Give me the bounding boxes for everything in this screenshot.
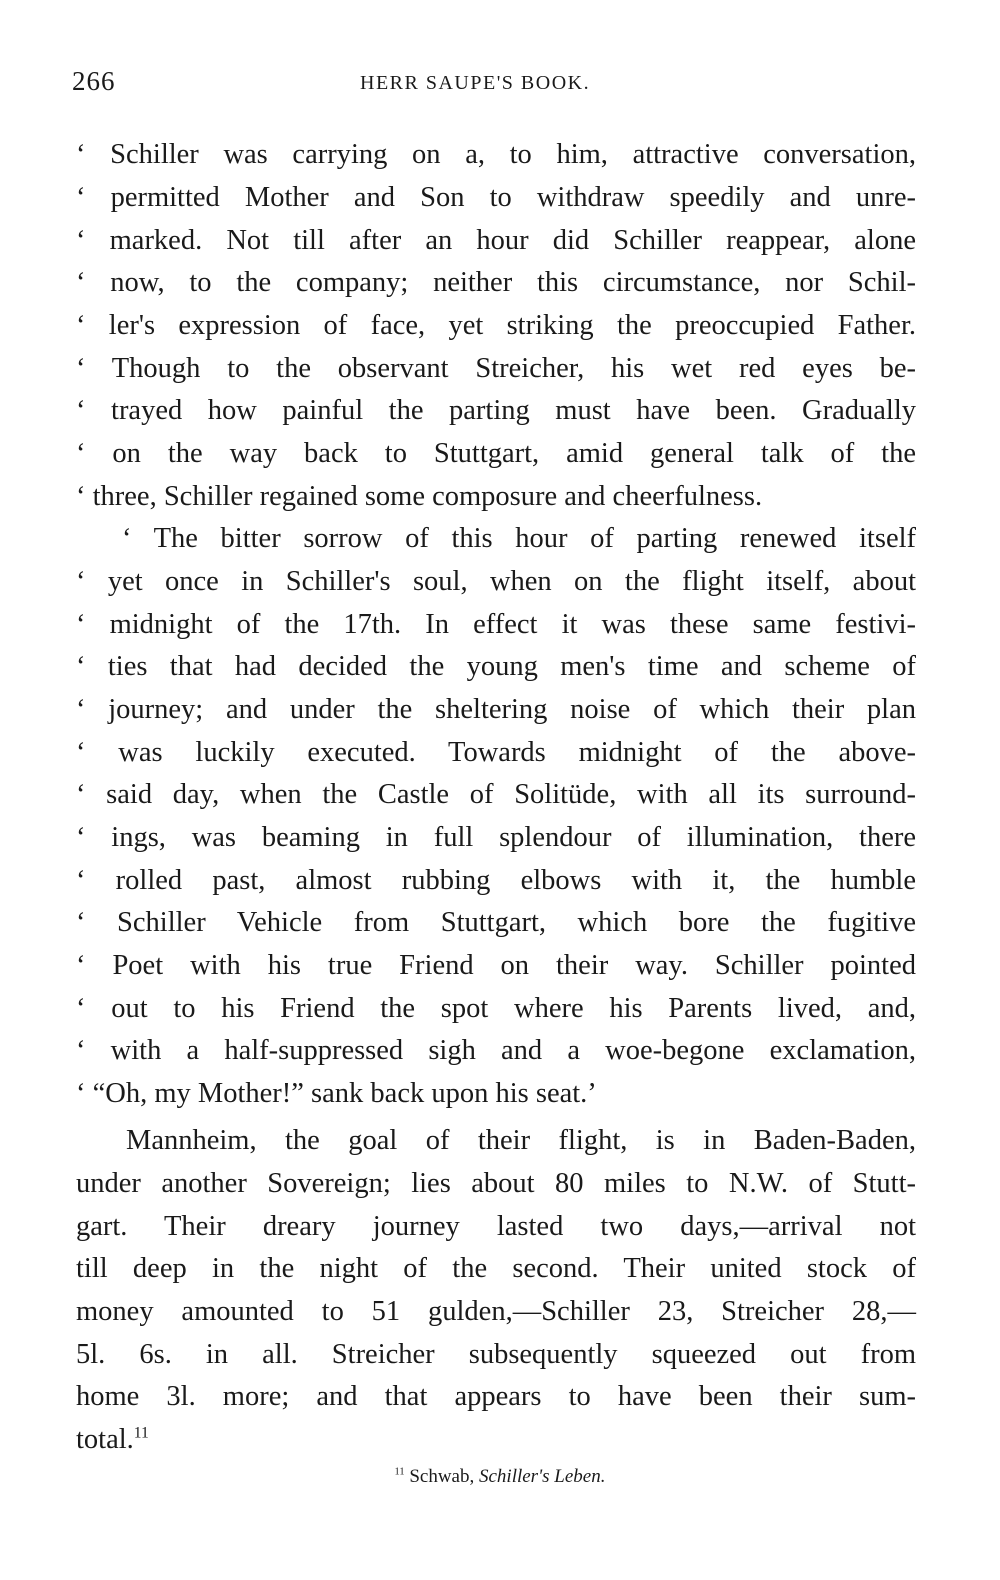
text-line: under another Sovereign; lies about 80 miles to N.W. of Stutt- [76,1168,916,1199]
text-line: ‘ out to his Friend the spot where his Parents lived, and, [76,993,916,1024]
text-line: ‘ ties that had decided the young men's time and scheme of [76,651,916,682]
text-line: ‘ journey; and under the sheltering noise of which their plan [76,694,916,725]
text-line: ‘ ler's expression of face, yet striking the preoccupied Father. [76,310,916,341]
text-line: ‘ marked. Not till after an hour did Schiller reappear, alone [76,225,916,256]
text-line: Mannheim, the goal of their flight, is in Baden-Baden, [126,1125,916,1156]
text-line: total. [76,1424,134,1455]
text-line: ‘ trayed how painful the parting must have been. Gradually [76,395,916,426]
text-line: ‘ now, to the company; neither this circumstance, nor Schil- [76,267,916,298]
text-line: ‘ midnight of the 17th. In effect it was these same festivi- [76,609,916,640]
text-line: ‘ with a half-suppressed sigh and a woe-begone exclamation, [76,1035,916,1066]
text-line-last [76,1419,916,1461]
footnote-author: Schwab, [409,1466,475,1487]
text-line: ‘ The bitter sorrow of this hour of parting renewed itself [122,523,916,554]
text-line: ‘ three, Schiller regained some composure and cheerfulness. [76,481,763,512]
text-line: ‘ ings, was beaming in full splendour of illumination, there [76,822,916,853]
text-line: ‘ Poet with his true Friend on their way. Schiller pointed [76,950,916,981]
text-line: money amounted to 51 gulden,—Schiller 23, Streicher 28,— [76,1296,916,1327]
text-line: gart. Their dreary journey lasted two days,—arrival not [76,1211,916,1242]
text-line: ‘ was luckily executed. Towards midnight of the above- [76,737,916,768]
text-line: ‘ said day, when the Castle of Solitüde, with all its surround- [76,779,916,810]
running-title: HERR SAUPE'S BOOK. [360,72,591,94]
footnote-number: 11 [394,1466,405,1478]
footnote-reference: 11 [133,1424,149,1442]
text-line: till deep in the night of the second. Their united stock of [76,1253,916,1284]
page-header [72,66,930,106]
text-line: home 3l. more; and that appears to have been their sum- [76,1381,916,1412]
text-line: ‘ permitted Mother and Son to withdraw speedily and unre- [76,182,916,213]
footnote [0,1466,1000,1488]
text-line: 5l. 6s. in all. Streicher subsequently squeezed out from [76,1339,916,1370]
page-number: 266 [72,66,116,96]
text-line: ‘ on the way back to Stuttgart, amid general talk of the [76,438,916,469]
text-line: ‘ rolled past, almost rubbing elbows with it, the humble [76,865,916,896]
text-line: ‘ Schiller was carrying on a, to him, attractive conversation, [76,139,916,170]
text-line: ‘ Though to the observant Streicher, his wet red eyes be- [76,353,916,384]
footnote-title: Schiller's Leben. [478,1466,606,1487]
text-line: ‘ Schiller Vehicle from Stuttgart, which bore the fugitive [76,907,916,938]
text-line: ‘ yet once in Schiller's soul, when on the flight itself, about [76,566,916,597]
text-line: ‘ “Oh, my Mother!” sank back upon his seat.’ [76,1078,597,1109]
